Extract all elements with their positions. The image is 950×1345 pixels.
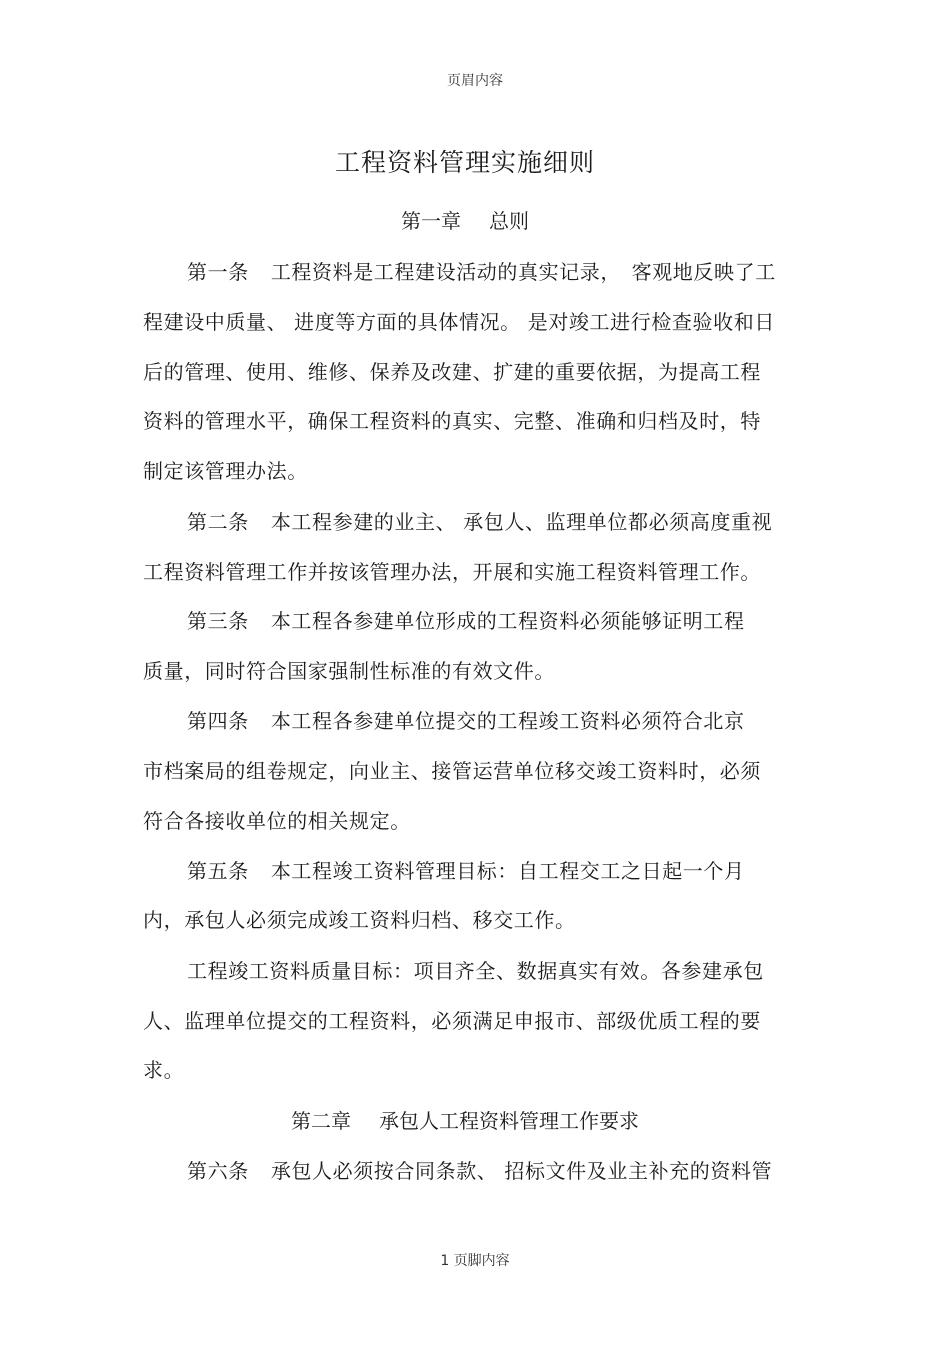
article-label: 第二条 (187, 510, 249, 534)
page-number: 1 (440, 1253, 450, 1269)
article-label: 第五条 (187, 859, 249, 883)
article-2-line-2: 工程资料管理工作并按该管理办法，开展和实施工程资料管理工作。 (143, 560, 761, 584)
footer-text: 页脚内容 (453, 1253, 510, 1269)
chapter-name: 承包人工程资料管理工作要求 (379, 1109, 639, 1133)
article-2-line-1 (187, 506, 772, 535)
article-4-line-3: 符合各接收单位的相关规定。 (143, 809, 411, 833)
article-4-line-2: 市档案局的组卷规定，向业主、接管运营单位移交竣工资料时，必须 (143, 759, 761, 783)
page-header: 页眉内容 (447, 73, 503, 89)
article-3-line-1 (187, 605, 745, 634)
chapter-number: 第一章 (401, 209, 461, 233)
article-1-line-3: 后的管理、使用、维修、保养及改建、扩建的重要依据，为提高工程 (143, 360, 761, 384)
article-4-line-1 (187, 705, 745, 734)
article-1-line-1 (187, 256, 776, 285)
chapter-heading-1 (0, 205, 930, 234)
article-label: 第六条 (187, 1159, 249, 1183)
article-1-line-2: 程建设中质量、 进度等方面的具体情况。 是对竣工进行检查验收和日 (143, 310, 775, 334)
article-6-line-1 (187, 1155, 772, 1184)
document-title: 工程资料管理实施细则 (334, 148, 595, 177)
chapter-number: 第二章 (291, 1109, 351, 1133)
article-label: 第三条 (187, 609, 249, 633)
article-1-line-4: 资料的管理水平，确保工程资料的真实、完整、准确和归档及时，特 (143, 409, 761, 433)
article-text: 工程资料是工程建设活动的真实记录， 客观地反映了工 (270, 260, 776, 284)
chapter-heading-2 (0, 1105, 930, 1134)
article-text: 本工程各参建单位提交的工程竣工资料必须符合北京 (270, 709, 745, 733)
quality-line-1: 工程竣工资料质量目标：项目齐全、数据真实有效。各参建承包 (187, 959, 764, 983)
quality-line-3: 求。 (143, 1058, 185, 1082)
article-1-line-5: 制定该管理办法。 (143, 459, 308, 483)
article-text: 本工程参建的业主、 承包人、监理单位都必须高度重视 (270, 510, 773, 534)
chapter-name: 总则 (489, 209, 529, 233)
quality-line-2: 人、监理单位提交的工程资料，必须满足申报市、部级优质工程的要 (143, 1009, 761, 1033)
article-label: 第四条 (187, 709, 249, 733)
article-text: 本工程各参建单位形成的工程资料必须能够证明工程 (270, 609, 745, 633)
page-footer (0, 1250, 950, 1270)
article-text: 承包人必须按合同条款、 招标文件及业主补充的资料管 (270, 1159, 773, 1183)
article-label: 第一条 (187, 260, 249, 284)
article-3-line-2: 质量，同时符合国家强制性标准的有效文件。 (143, 659, 555, 683)
article-text: 本工程竣工资料管理目标：自工程交工之日起一个月 (270, 859, 745, 883)
article-5-line-2: 内，承包人必须完成竣工资料归档、移交工作。 (143, 908, 576, 932)
article-5-line-1 (187, 855, 745, 884)
